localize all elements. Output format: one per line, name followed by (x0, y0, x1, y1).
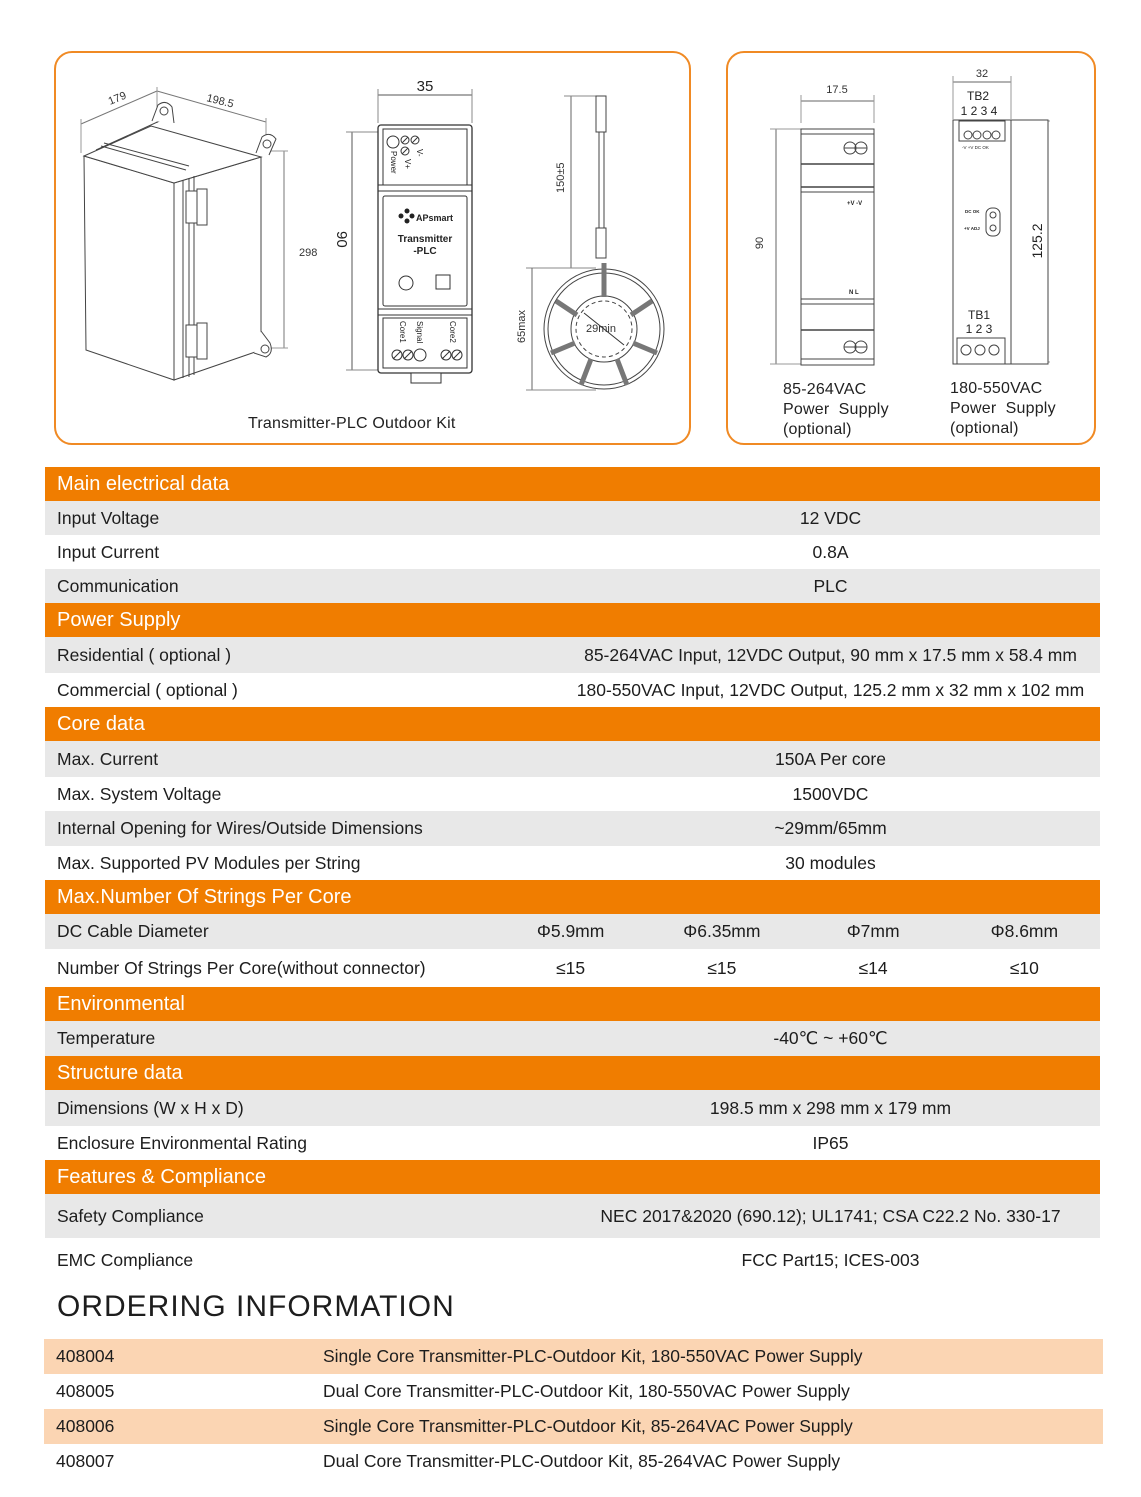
psu-large-led-label: DC OK (965, 209, 980, 214)
section-header-power-supply: Power Supply (45, 603, 1100, 637)
spec-label: Communication (57, 575, 179, 596)
strings-count-value: ≤14 (858, 957, 888, 978)
core-outer-dim: 65max (516, 309, 528, 343)
kit-drawing-panel (54, 51, 691, 445)
psu-large-caption-line1: 180-550VAC (950, 380, 1043, 397)
spec-value: NEC 2017&2020 (690.12); UL1741; CSA C22.2 No. 330-17 (600, 1205, 1061, 1226)
spec-label: DC Cable Diameter (57, 921, 209, 941)
spec-row (45, 1126, 1100, 1160)
psu-small-input-label: N L (849, 290, 859, 296)
psu-large-width-dim: 32 (975, 68, 989, 80)
terminal-label-signal: Signal (415, 321, 424, 344)
psu-small-caption-line2: Power Supply (783, 401, 889, 418)
section-header-main-electrical: Main electrical data (45, 467, 1100, 501)
section-header-structure: Structure data (45, 1056, 1100, 1090)
strings-count-value: ≤10 (1009, 957, 1039, 978)
ordering-code: 408007 (56, 1451, 115, 1471)
spec-label: Input Voltage (57, 507, 160, 528)
terminal-label-v-plus: V+ (403, 159, 412, 170)
spec-row-cable-diameter (45, 914, 1100, 949)
spec-label: Max. Current (57, 748, 159, 769)
psu-large-caption-line2: Power Supply (950, 400, 1056, 417)
spec-row (45, 501, 1100, 535)
ordering-code: 408004 (56, 1346, 115, 1366)
ordering-code: 408006 (56, 1416, 115, 1436)
spec-row (45, 1021, 1100, 1056)
core-lead-dim: 150±5 (555, 162, 567, 193)
spec-row (45, 535, 1100, 569)
psu-small-caption (783, 380, 889, 440)
strings-count-value: ≤15 (707, 957, 737, 978)
transmitter-label-line2: -PLC (413, 246, 437, 257)
ordering-description: Single Core Transmitter-PLC-Outdoor Kit, 85-264VAC Power Supply (323, 1416, 853, 1436)
spec-value: 150A Per core (775, 748, 886, 769)
spec-table (45, 467, 1100, 1282)
spec-label: Safety Compliance (57, 1205, 204, 1226)
spec-label: Input Current (57, 541, 160, 562)
section-header-core-data: Core data (45, 707, 1100, 741)
spec-row-strings-count (45, 949, 1100, 987)
spec-label: Enclosure Environmental Rating (57, 1132, 307, 1153)
spec-label: Max. System Voltage (57, 783, 222, 804)
ordering-row (44, 1339, 1103, 1374)
spec-label: Max. Supported PV Modules per String (57, 852, 361, 873)
core-drawing (526, 96, 664, 390)
psu-small-output-label: +V -V (847, 201, 863, 207)
transmitter-label-line1: Transmitter (397, 234, 453, 245)
ordering-row (44, 1409, 1103, 1444)
transmitter-width-dim: 35 (416, 78, 434, 95)
terminal-label-power: Power (389, 151, 398, 174)
spec-row (45, 1238, 1100, 1282)
section-header-strings-per-core: Max.Number Of Strings Per Core (45, 880, 1100, 914)
psu-small-caption-line1: 85-264VAC (783, 381, 867, 398)
strings-count-value: ≤15 (556, 957, 586, 978)
ordering-description: Single Core Transmitter-PLC-Outdoor Kit, 180-550VAC Power Supply (323, 1346, 863, 1366)
psu-small-caption-line3: (optional) (783, 421, 852, 438)
ordering-title: ORDERING INFORMATION (57, 1290, 455, 1323)
cable-diameter-value: Φ7mm (846, 921, 900, 941)
spec-value: 12 VDC (799, 507, 862, 528)
spec-row (45, 569, 1100, 603)
spec-row (45, 777, 1100, 811)
spec-row (45, 1194, 1100, 1238)
cable-diameter-value: Φ6.35mm (683, 921, 761, 941)
enclosure-width-dim: 198.5 (205, 92, 235, 111)
spec-row (45, 846, 1100, 880)
spec-value: PLC (813, 575, 848, 596)
ordering-description: Dual Core Transmitter-PLC-Outdoor Kit, 180-550VAC Power Supply (323, 1381, 850, 1401)
psu-large-caption (950, 379, 1056, 439)
terminal-label-v-minus: V- (415, 149, 424, 157)
psu-large-adj-label: +V ADJ (964, 226, 980, 231)
ordering-description: Dual Core Transmitter-PLC-Outdoor Kit, 85-264VAC Power Supply (323, 1451, 841, 1471)
enclosure-drawing (81, 87, 288, 380)
psu-large-tb1-label: TB1 (967, 308, 991, 322)
spec-value: 0.8A (812, 541, 849, 562)
cable-diameter-value: Φ8.6mm (990, 921, 1059, 941)
ordering-row (44, 1374, 1103, 1409)
spec-value: 180-550VAC Input, 12VDC Output, 125.2 mm x 32 mm x 102 mm (576, 679, 1085, 700)
psu-large-tb2-label: TB2 (966, 89, 990, 103)
spec-label: Number Of Strings Per Core(without connector) (57, 957, 426, 978)
ordering-row (44, 1444, 1103, 1479)
strings-count-values (495, 958, 1100, 979)
section-header-environmental: Environmental (45, 987, 1100, 1021)
kit-drawing (56, 53, 693, 447)
psu-small-width-dim: 17.5 (826, 84, 848, 96)
spec-value: -40℃ ~ +60℃ (773, 1028, 888, 1048)
spec-label: Commercial ( optional ) (57, 679, 238, 700)
spec-label: Residential ( optional ) (57, 644, 232, 665)
spec-row (45, 811, 1100, 846)
ordering-code: 408005 (56, 1381, 115, 1401)
spec-row (45, 637, 1100, 673)
cable-diameter-values (495, 921, 1100, 942)
spec-label: Dimensions (W x H x D) (57, 1097, 244, 1118)
transmitter-height-dim: 90 (333, 231, 350, 248)
spec-value: FCC Part15; ICES-003 (741, 1249, 920, 1270)
spec-value: IP65 (812, 1132, 849, 1153)
spec-value: 198.5 mm x 298 mm x 179 mm (709, 1097, 952, 1118)
spec-row (45, 673, 1100, 707)
power-supply-panel (726, 51, 1096, 445)
spec-label: Internal Opening for Wires/Outside Dimensions (57, 818, 423, 838)
psu-small-drawing (770, 95, 874, 365)
transmitter-brand: APsmart (416, 213, 454, 223)
spec-label: EMC Compliance (57, 1249, 194, 1270)
spec-value: 85-264VAC Input, 12VDC Output, 90 mm x 17.5 mm x 58.4 mm (584, 644, 1077, 665)
enclosure-height-dim: 298 (299, 247, 318, 259)
section-header-compliance: Features & Compliance (45, 1160, 1100, 1194)
psu-large-tb2-pin-labels: -V +V DC OK (962, 145, 989, 150)
spec-row (45, 1090, 1100, 1126)
psu-large-caption-line3: (optional) (950, 420, 1019, 437)
spec-value: 1500VDC (792, 783, 869, 804)
cable-diameter-value: Φ5.9mm (536, 921, 605, 941)
spec-value: ~29mm/65mm (774, 818, 887, 838)
spec-value: 30 modules (785, 852, 876, 873)
spec-label: Temperature (57, 1028, 156, 1048)
psu-small-height-dim: 90 (754, 236, 766, 250)
terminal-label-core1: Core1 (398, 321, 407, 343)
enclosure-depth-dim: 179 (106, 89, 129, 108)
terminal-label-core2: Core2 (448, 321, 457, 343)
ordering-table (44, 1339, 1103, 1479)
psu-large-height-dim: 125.2 (1029, 223, 1045, 259)
psu-large-tb2-pins: 1 2 3 4 (960, 104, 998, 118)
core-inner-dim: 29min (586, 323, 616, 335)
spec-row (45, 741, 1100, 777)
kit-caption: Transmitter-PLC Outdoor Kit (248, 415, 456, 432)
psu-large-tb1-pins: 1 2 3 (965, 322, 993, 336)
